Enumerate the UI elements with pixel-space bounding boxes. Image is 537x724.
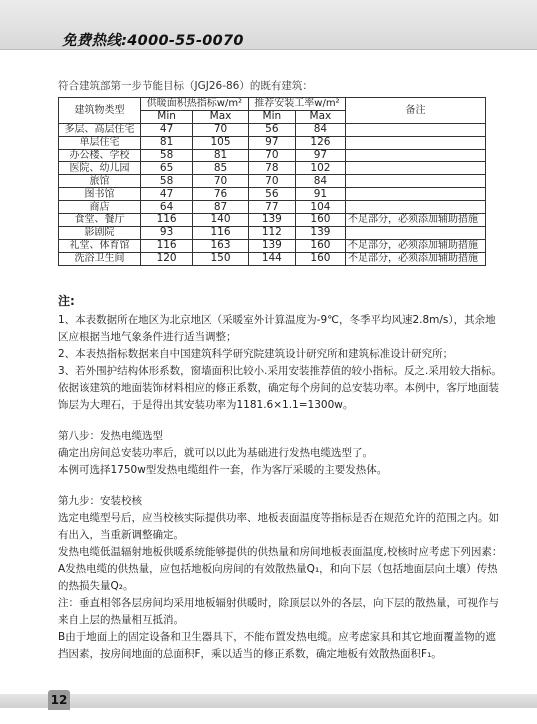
- install-min-cell: 70: [248, 149, 295, 162]
- install-min-cell: 70: [248, 175, 295, 188]
- heat-min-cell: 47: [141, 123, 193, 136]
- step8-line: 确定出房间总安装功率后，就可以以此为基础进行发热电缆选型了。: [58, 447, 373, 459]
- step8-line: 本例可选择1750w型发热电缆组件一套，作为客厅采暖的主要发热体。: [58, 464, 388, 476]
- table-row: [59, 162, 486, 175]
- heating-index-table: [58, 97, 486, 266]
- note-cell: [346, 201, 486, 214]
- table-row: [59, 252, 486, 265]
- heat-max-cell: 76: [193, 188, 249, 201]
- note-cell: 不足部分，必须添加辅助措施: [346, 252, 486, 265]
- heat-max-cell: 81: [193, 149, 249, 162]
- hotline-text: 免费热线:4000-55-0070: [62, 33, 244, 49]
- note-cell: [346, 123, 486, 136]
- table-row: [59, 123, 486, 136]
- heat-max-cell: 150: [193, 252, 249, 265]
- step9-line: A发热电缆的供热量，应包括地板向房间的有效散热量Q₁，和向下层（包括地面层向土壤）传热的热损失量Q₂。: [58, 563, 498, 592]
- building-type-cell: 单层住宅: [59, 136, 141, 149]
- step9-line: 注：垂直相邻各层房间均采用地板辐射供暖时，除顶层以外的各层，向下层的散热量，可视作与来自上层的热量相互抵消。: [58, 597, 499, 626]
- note-cell: [346, 175, 486, 188]
- install-min-cell: 77: [248, 201, 295, 214]
- install-max-cell: 160: [295, 252, 345, 265]
- table-row: [59, 149, 486, 162]
- install-max-cell: 84: [295, 123, 345, 136]
- install-min-cell: 139: [248, 214, 295, 227]
- table-row: [59, 188, 486, 201]
- install-max-cell: 104: [295, 201, 345, 214]
- heat-max-cell: 70: [193, 175, 249, 188]
- spacer: [58, 414, 503, 428]
- footer-bar: [0, 694, 537, 708]
- install-max-cell: 139: [295, 226, 345, 239]
- install-min-cell: 144: [248, 252, 295, 265]
- note-item: 2、本表热指标数据来自中国建筑科学研究院建筑设计研究所和建筑标准设计研究所；: [58, 348, 454, 360]
- step9-line: 选定电缆型号后，应当校核实际提供功率、地板表面温度等指标是否在规范允许的范围之内。如有出入，当重新调整确定。: [58, 512, 499, 541]
- building-type-cell: 洗浴卫生间: [59, 252, 141, 265]
- table-body: [59, 123, 486, 265]
- heat-min-cell: 47: [141, 188, 193, 201]
- heat-max-header: Max: [193, 110, 249, 123]
- heat-min-cell: 64: [141, 201, 193, 214]
- heat-max-cell: 163: [193, 239, 249, 252]
- install-min-cell: 139: [248, 239, 295, 252]
- note-cell: 不足部分，必须添加辅助措施: [346, 214, 486, 227]
- table-row: [59, 239, 486, 252]
- spacer: [58, 479, 503, 493]
- heat-min-cell: 116: [141, 239, 193, 252]
- heat-max-cell: 105: [193, 136, 249, 149]
- page-number: 12: [48, 690, 70, 710]
- heat-max-cell: 87: [193, 201, 249, 214]
- step8-title: 第八步：发热电缆选型: [58, 430, 163, 442]
- building-type-cell: 食堂、餐厅: [59, 214, 141, 227]
- install-min-cell: 97: [248, 136, 295, 149]
- step9-line: 发热电缆低温辐射地板供暖系统能够提供的供热量和房间地板表面温度,校核时应考虑下列因素：: [58, 546, 503, 558]
- install-min-cell: 78: [248, 162, 295, 175]
- step9-title: 第九步：安装校核: [58, 495, 142, 507]
- step9-line: B由于地面上的固定设备和卫生器具下，不能布置发热电缆。应考虑家具和其它地面覆盖物的遮挡因素，按房间地面的总面积F，乘以适当的修正系数，确定地板有效散热面积F₁。: [58, 631, 496, 660]
- note-item: 1、本表数据所在地区为北京地区（采暖室外计算温度为-9℃，冬季平均风速2.8m/s），其余地区应根据当地气象条件进行适当调整；: [58, 314, 496, 343]
- install-max-cell: 84: [295, 175, 345, 188]
- install-max-cell: 160: [295, 214, 345, 227]
- building-type-cell: 礼堂、体育馆: [59, 239, 141, 252]
- heat-max-cell: 140: [193, 214, 249, 227]
- table-row: [59, 226, 486, 239]
- notes-heading: 注:: [58, 294, 75, 308]
- heat-min-cell: 65: [141, 162, 193, 175]
- note-cell: [346, 162, 486, 175]
- heat-min-cell: 81: [141, 136, 193, 149]
- install-min-cell: 56: [248, 188, 295, 201]
- building-type-cell: 多层、高层住宅: [59, 123, 141, 136]
- install-max-header: Max: [295, 110, 345, 123]
- table-row: [59, 136, 486, 149]
- heat-max-cell: 85: [193, 162, 249, 175]
- building-type-cell: 图书馆: [59, 188, 141, 201]
- note-cell: [346, 188, 486, 201]
- install-max-cell: 126: [295, 136, 345, 149]
- table-header-row: [59, 98, 486, 111]
- note-cell: [346, 136, 486, 149]
- col-note-header: 备注: [346, 98, 486, 124]
- col-type-header: 建筑物类型: [59, 98, 141, 124]
- notes-section: [58, 293, 503, 663]
- heat-min-header: Min: [141, 110, 193, 123]
- table-row: [59, 201, 486, 214]
- heat-max-cell: 116: [193, 226, 249, 239]
- building-type-cell: 办公楼、学校: [59, 149, 141, 162]
- install-min-cell: 56: [248, 123, 295, 136]
- building-type-cell: 影剧院: [59, 226, 141, 239]
- heat-min-cell: 120: [141, 252, 193, 265]
- building-type-cell: 商店: [59, 201, 141, 214]
- building-type-cell: 旅馆: [59, 175, 141, 188]
- install-max-cell: 102: [295, 162, 345, 175]
- note-cell: [346, 149, 486, 162]
- col-heat-header: 供暖面积热指标w/m²: [141, 98, 249, 111]
- heat-min-cell: 93: [141, 226, 193, 239]
- building-type-cell: 医院、幼儿园: [59, 162, 141, 175]
- install-max-cell: 160: [295, 239, 345, 252]
- intro-text: 符合建筑部第一步节能目标（JGJ26-86）的既有建筑：: [58, 80, 313, 92]
- install-min-cell: 112: [248, 226, 295, 239]
- install-max-cell: 91: [295, 188, 345, 201]
- col-install-header: 推荐安装工率w/m²: [248, 98, 345, 111]
- install-max-cell: 97: [295, 149, 345, 162]
- note-item: 3、若外围护结构体形系数，窗墙面积比较小.采用安装推荐值的较小指标。反之.采用较大指标。依据该建筑的地面装饰材料相应的修正系数，确定每个房间的总安装功率。本例中，客厅地面装饰层为大理石，于是得出其安装功率为1181.6×1.1=1300w。: [58, 365, 502, 411]
- heat-min-cell: 116: [141, 214, 193, 227]
- heat-min-cell: 58: [141, 149, 193, 162]
- header-bar: [0, 0, 537, 50]
- heat-max-cell: 70: [193, 123, 249, 136]
- note-cell: [346, 226, 486, 239]
- table-row: [59, 214, 486, 227]
- install-min-header: Min: [248, 110, 295, 123]
- note-cell: 不足部分，必须添加辅助措施: [346, 239, 486, 252]
- table-row: [59, 175, 486, 188]
- heat-min-cell: 58: [141, 175, 193, 188]
